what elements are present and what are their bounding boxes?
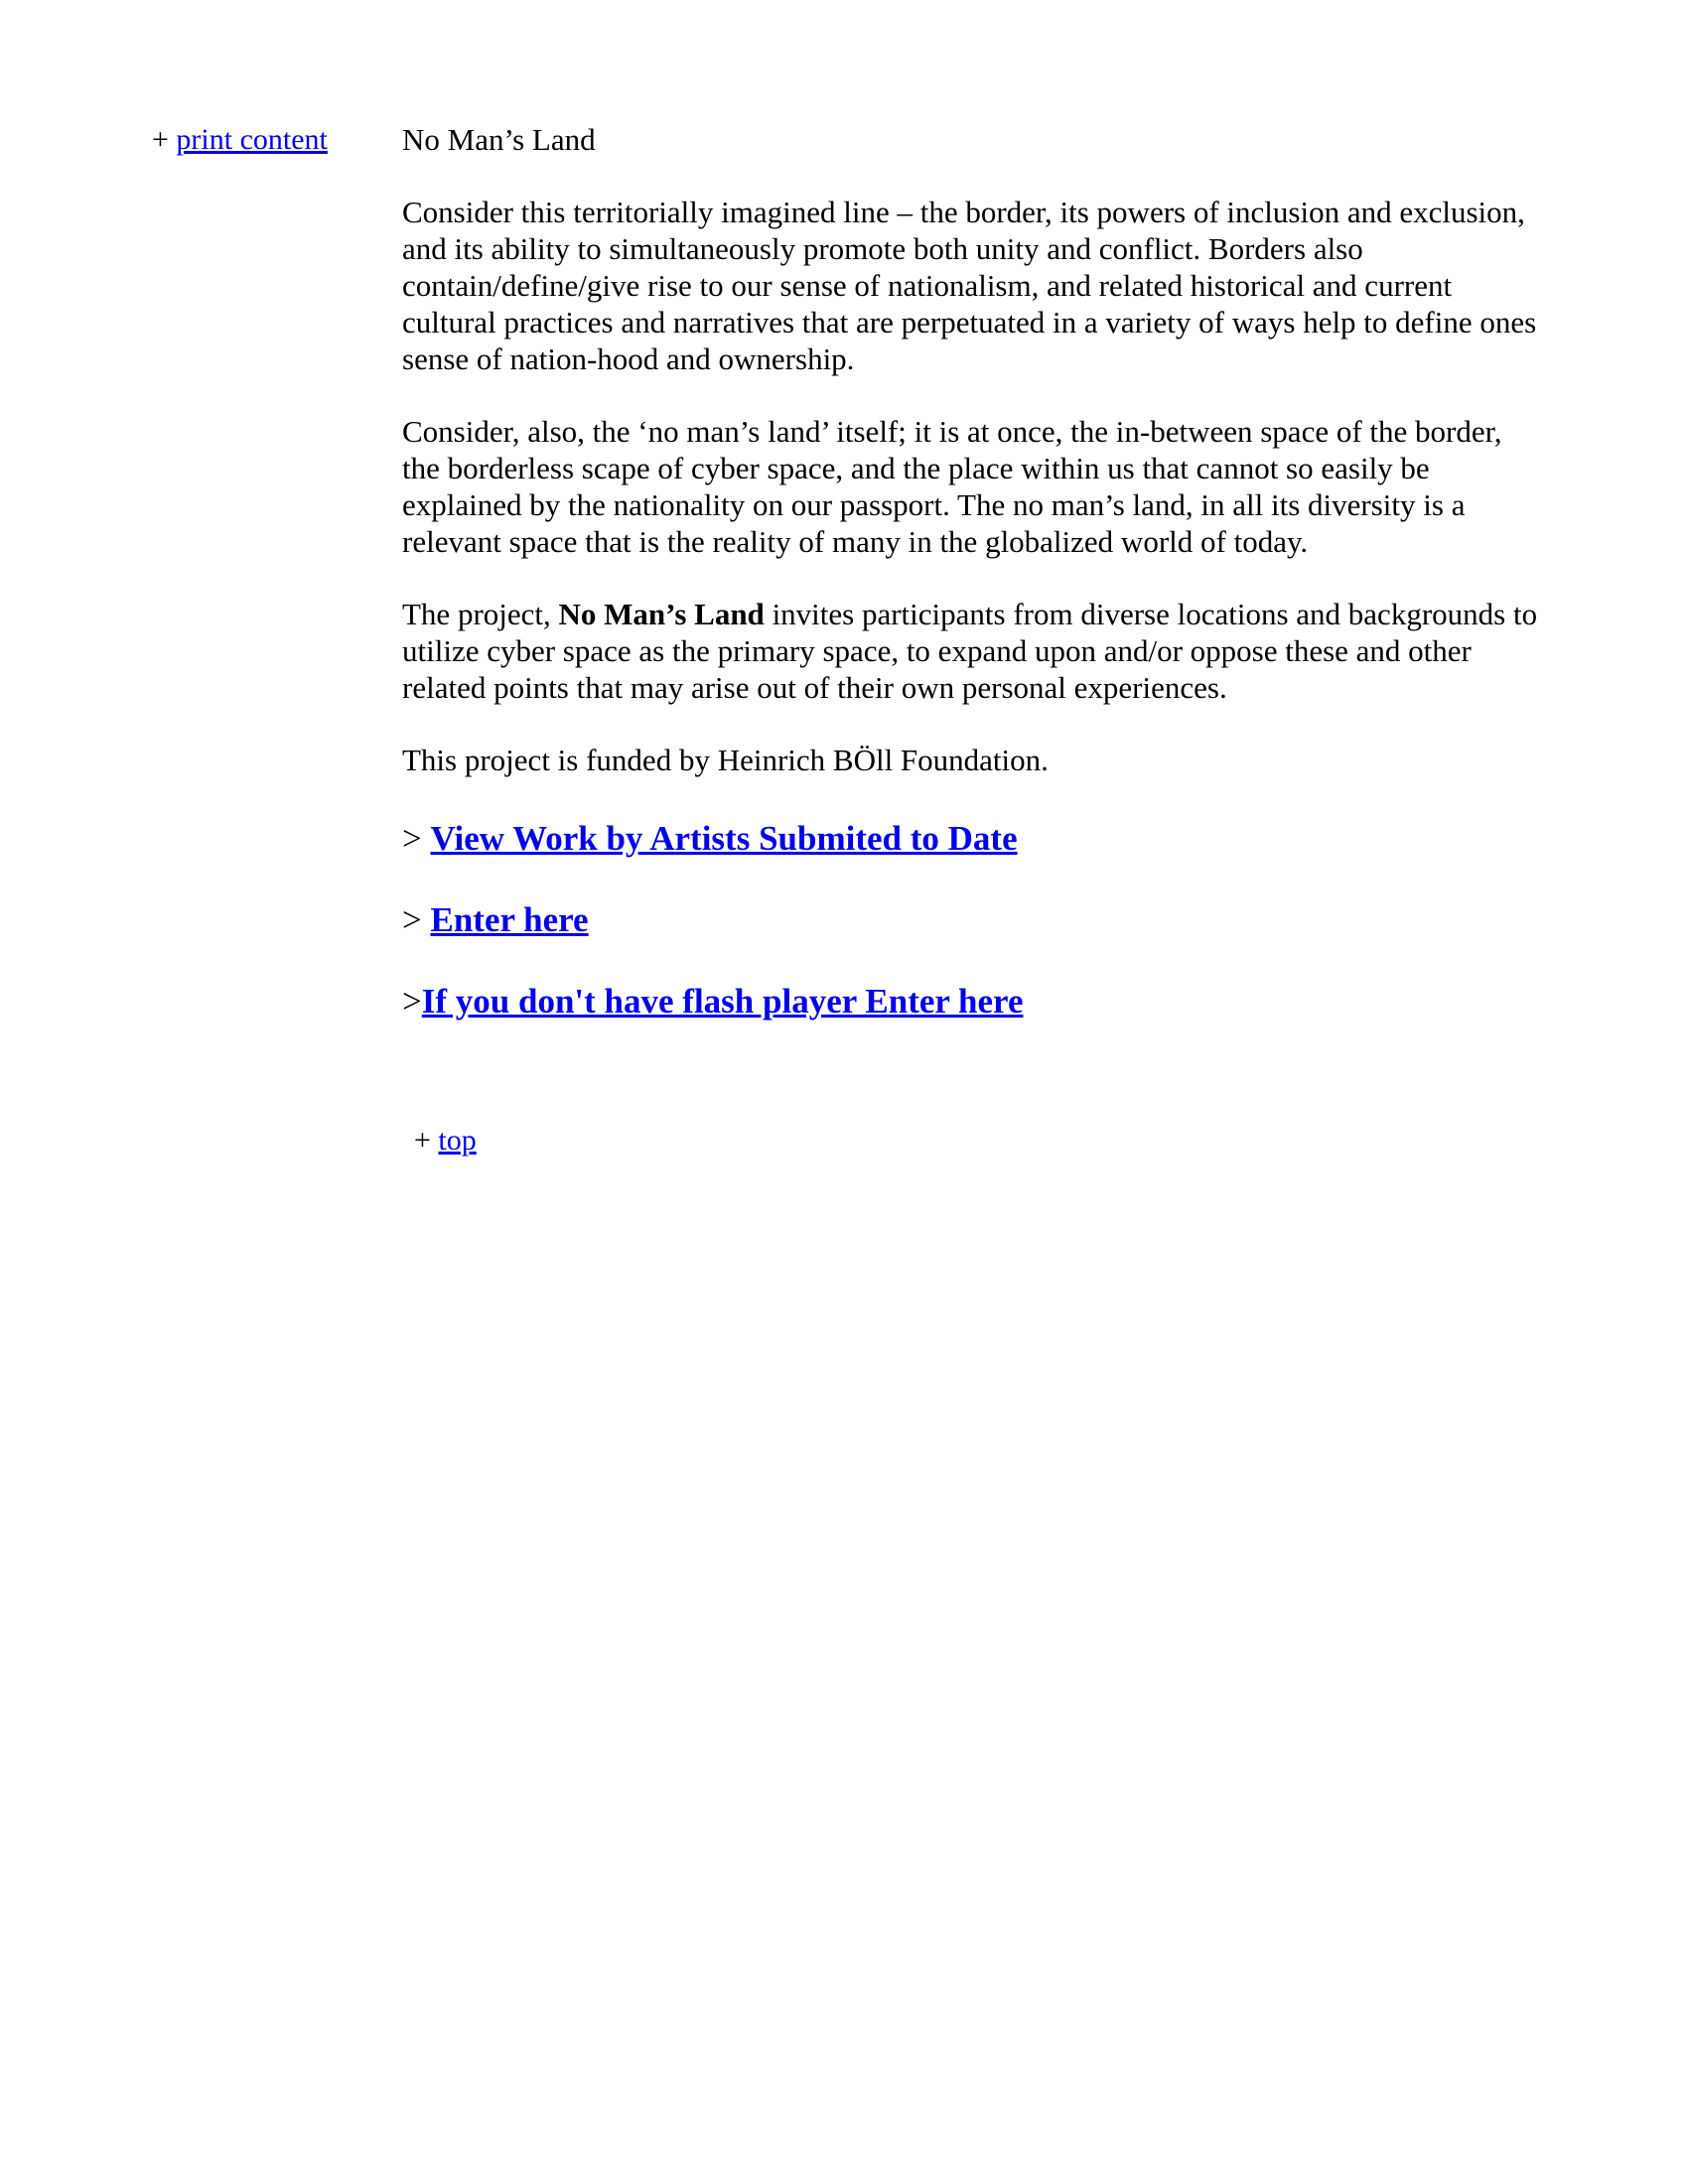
gt-prefix: >: [402, 900, 431, 939]
plus-prefix: +: [152, 123, 177, 156]
enter-here-link[interactable]: Enter here: [430, 900, 589, 939]
paragraph-project-start: The project,: [402, 597, 559, 631]
view-work-link[interactable]: View Work by Artists Submited to Date: [430, 819, 1018, 858]
plus-prefix: +: [414, 1124, 439, 1157]
project-name-bold: No Man’s Land: [558, 597, 765, 631]
gt-prefix: >: [402, 982, 422, 1021]
paragraph-project: [402, 596, 1544, 706]
top-link[interactable]: top: [438, 1124, 477, 1157]
link-row-view-work: [402, 818, 1544, 860]
link-row-enter-here: [402, 899, 1544, 941]
link-row-no-flash: [402, 981, 1544, 1023]
funding-note: This project is funded by Heinrich BÖll Foundation.: [402, 743, 1049, 777]
content-row: [0, 121, 1688, 1188]
top-link-row: [402, 1122, 1544, 1159]
paragraph-borders: Consider this territorially imagined line – the border, its powers of inclusion and exclusion, and its ability to simultaneously promote both unity and conflict. Borders also contain/define/give rise to our sense of nationalism, and related historical and current cultural practices and narratives that are perpetuated in a variety of ways help to define ones sense of nation-hood and ownership.: [402, 195, 1537, 376]
print-content-row: [152, 121, 402, 158]
main-column: [402, 121, 1544, 1188]
paragraph-project-end: invites participants from diverse locations and backgrounds to utilize cyber space as the primary space, to expand upon and/or oppose these and other related points that may arise out of their own personal experiences.: [402, 597, 1538, 705]
paragraph-no-mans-land: Consider, also, the ‘no man’s land’ itself; it is at once, the in-between space of the border, the borderless scape of cyber space, and the place within us that cannot so easily be explained by the nationality on our passport. The no man’s land, in all its diversity is a relevant space that is the reality of many in the globalized world of today.: [402, 414, 1502, 559]
print-content-link[interactable]: print content: [176, 123, 328, 156]
gt-prefix: >: [402, 819, 431, 858]
page-title: No Man’s Land: [402, 122, 596, 157]
no-flash-enter-link[interactable]: If you don't have flash player Enter here: [421, 982, 1024, 1021]
